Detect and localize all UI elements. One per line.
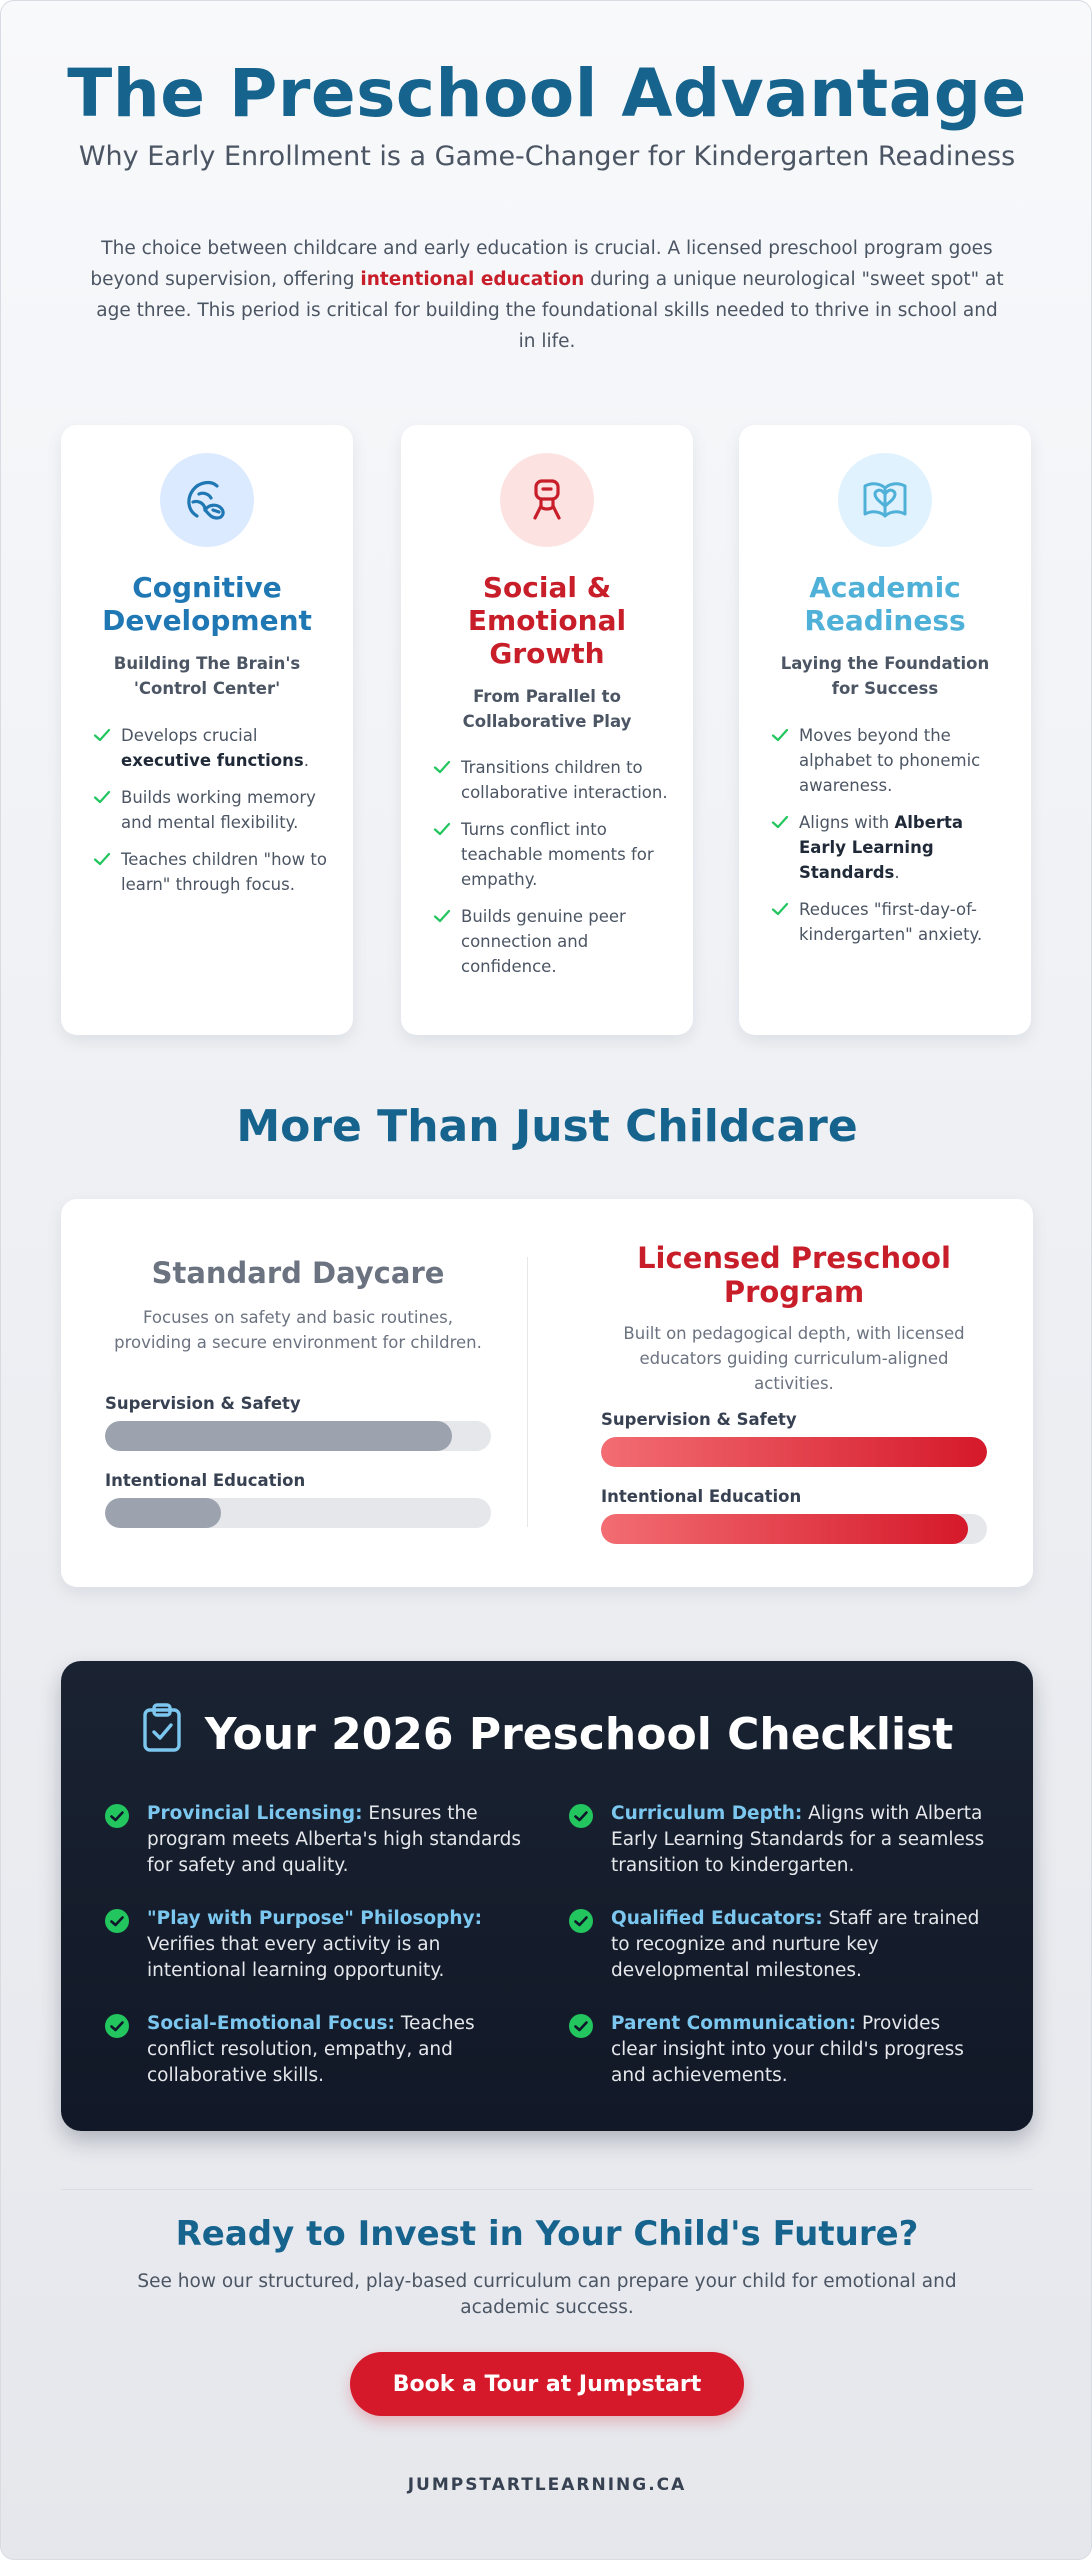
checklist-item-text [147, 2011, 527, 2089]
checklist-item-desc: Teaches conflict resolution, empathy, and collaborative skills. [147, 2013, 475, 2086]
list-item [431, 755, 677, 805]
check-circle-icon [105, 2014, 129, 2038]
item-text: Moves beyond the alphabet to phonemic awareness. [799, 726, 981, 795]
card-social-emotional-growth [401, 425, 693, 1035]
card-benefit-list [91, 723, 337, 909]
comparison-section-title: More Than Just Childcare [236, 1101, 858, 1152]
column-divider [527, 1257, 528, 1527]
bar-label: Intentional Education [105, 1471, 306, 1490]
check-icon [93, 788, 111, 806]
checklist-item-key: Qualified Educators: [611, 1908, 823, 1929]
progress-fill [601, 1514, 968, 1544]
progress-bar [601, 1514, 987, 1544]
card-title: Academic Readiness [804, 571, 966, 637]
item-text: Teaches children "how to learn" through focus. [121, 850, 327, 894]
check-icon [433, 758, 451, 776]
cta-title: Ready to Invest in Your Child's Future? [175, 2214, 919, 2254]
checklist-item-desc: Aligns with Alberta Early Learning Standards for a seamless transition to kindergarten. [611, 1803, 985, 1876]
item-text: Builds genuine peer connection and confidence. [461, 907, 626, 976]
daycare-title: Standard Daycare [151, 1256, 445, 1290]
check-icon [771, 813, 789, 831]
list-item [769, 723, 1015, 798]
check-icon [771, 900, 789, 918]
intro-paragraph [87, 233, 1007, 357]
list-item [431, 817, 677, 892]
progress-fill [105, 1498, 221, 1528]
preschool-description: Built on pedagogical depth, with licensed educators guiding curriculum-aligned activities. [623, 1324, 965, 1393]
intro-highlight: intentional education [360, 269, 585, 290]
checklist-item-key: Curriculum Depth: [611, 1803, 803, 1824]
list-item [91, 785, 337, 835]
check-circle-icon [569, 1804, 593, 1828]
list-item [91, 723, 337, 773]
checklist-panel [61, 1661, 1033, 2131]
progress-bar [105, 1498, 491, 1528]
card-subtitle: Laying the Foundation for Success [780, 654, 990, 698]
book-tour-button[interactable]: Book a Tour at Jumpstart [350, 2352, 744, 2416]
check-circle-icon [105, 1804, 129, 1828]
checklist-item-desc: Verifies that every activity is an intentional learning opportunity. [147, 1934, 445, 1981]
book-icon [838, 453, 932, 547]
checklist-item-key: Parent Communication: [611, 2013, 857, 2034]
intro-text-start: The choice between childcare and early education is crucial. A licensed preschool program goes beyond supervision, offering [90, 238, 993, 290]
bar-label: Intentional Education [601, 1487, 802, 1506]
item-text-end: . [894, 863, 900, 882]
check-circle-icon [569, 2014, 593, 2038]
item-text-end: . [303, 751, 309, 770]
check-circle-icon [105, 1909, 129, 1933]
checklist-item-desc: Ensures the program meets Alberta's high standards for safety and quality. [147, 1803, 522, 1876]
section-divider [61, 2189, 1033, 2190]
checklist-item-desc: Staff are trained to recognize and nurture key developmental milestones. [611, 1908, 980, 1981]
list-item [769, 897, 1015, 947]
checklist-item-key: Provincial Licensing: [147, 1803, 363, 1824]
card-benefit-list [769, 723, 1015, 959]
check-icon [771, 726, 789, 744]
progress-fill [601, 1437, 987, 1467]
check-icon [433, 820, 451, 838]
preschool-title: Licensed Preschool Program [637, 1241, 951, 1309]
card-academic-readiness [739, 425, 1031, 1035]
list-item [769, 810, 1015, 885]
card-title: Cognitive Development [102, 571, 312, 637]
checklist-title [61, 1709, 1033, 1764]
item-text: Aligns with [799, 813, 895, 832]
card-title: Social & Emotional Growth [467, 571, 627, 670]
checklist-item-text [611, 1801, 991, 1879]
checklist-title-text: Your 2026 Preschool Checklist [204, 1709, 954, 1760]
daycare-description: Focuses on safety and basic routines, providing a secure environment for children. [114, 1308, 482, 1352]
checklist-item-text [611, 2011, 991, 2089]
checklist-item-key: "Play with Purpose" Philosophy: [147, 1908, 482, 1929]
intro-text-end: during a unique neurological "sweet spot" at age three. This period is critical for building the foundational skills needed to thrive in school and in life. [96, 269, 1004, 352]
item-bold-text: executive functions [121, 751, 304, 770]
page-subtitle: Why Early Enrollment is a Game-Changer for Kindergarten Readiness [78, 141, 1016, 172]
checklist-item-text [147, 1906, 527, 1984]
card-subtitle: From Parallel to Collaborative Play [462, 687, 632, 731]
people-icon [500, 453, 594, 547]
checklist-item-text [147, 1801, 527, 1879]
item-text: Transitions children to collaborative interaction. [461, 758, 668, 802]
check-icon [433, 907, 451, 925]
item-text: Turns conflict into teachable moments for empathy. [461, 820, 654, 889]
check-icon [93, 726, 111, 744]
list-item [431, 904, 677, 979]
item-text: Develops crucial [121, 726, 258, 745]
card-subtitle: Building The Brain's 'Control Center' [113, 654, 301, 698]
bar-label: Supervision & Safety [601, 1410, 797, 1429]
checklist-item-key: Social-Emotional Focus: [147, 2013, 395, 2034]
progress-fill [105, 1421, 452, 1451]
cta-subtitle: See how our structured, play-based curriculum can prepare your child for emotional and academic success. [137, 2271, 957, 2318]
page-title: The Preschool Advantage [67, 55, 1027, 132]
item-text: Reduces "first-day-of-kindergarten" anxiety. [799, 900, 983, 944]
brain-icon [160, 453, 254, 547]
bar-label: Supervision & Safety [105, 1394, 301, 1413]
list-item [91, 847, 337, 897]
checklist-item-text [611, 1906, 991, 1984]
progress-bar [105, 1421, 491, 1451]
check-icon [93, 850, 111, 868]
item-text: Builds working memory and mental flexibility. [121, 788, 316, 832]
item-bold-text: Alberta Early Learning Standards [799, 813, 964, 882]
card-cognitive-development [61, 425, 353, 1035]
progress-bar [601, 1437, 987, 1467]
footer-url[interactable]: JUMPSTARTLEARNING.CA [407, 2475, 687, 2495]
card-benefit-list [431, 755, 677, 991]
check-circle-icon [569, 1909, 593, 1933]
checklist-item-desc: Provides clear insight into your child's progress and achievements. [611, 2013, 964, 2086]
clipboard-check-icon [141, 1703, 183, 1764]
comparison-panel [61, 1199, 1033, 1587]
